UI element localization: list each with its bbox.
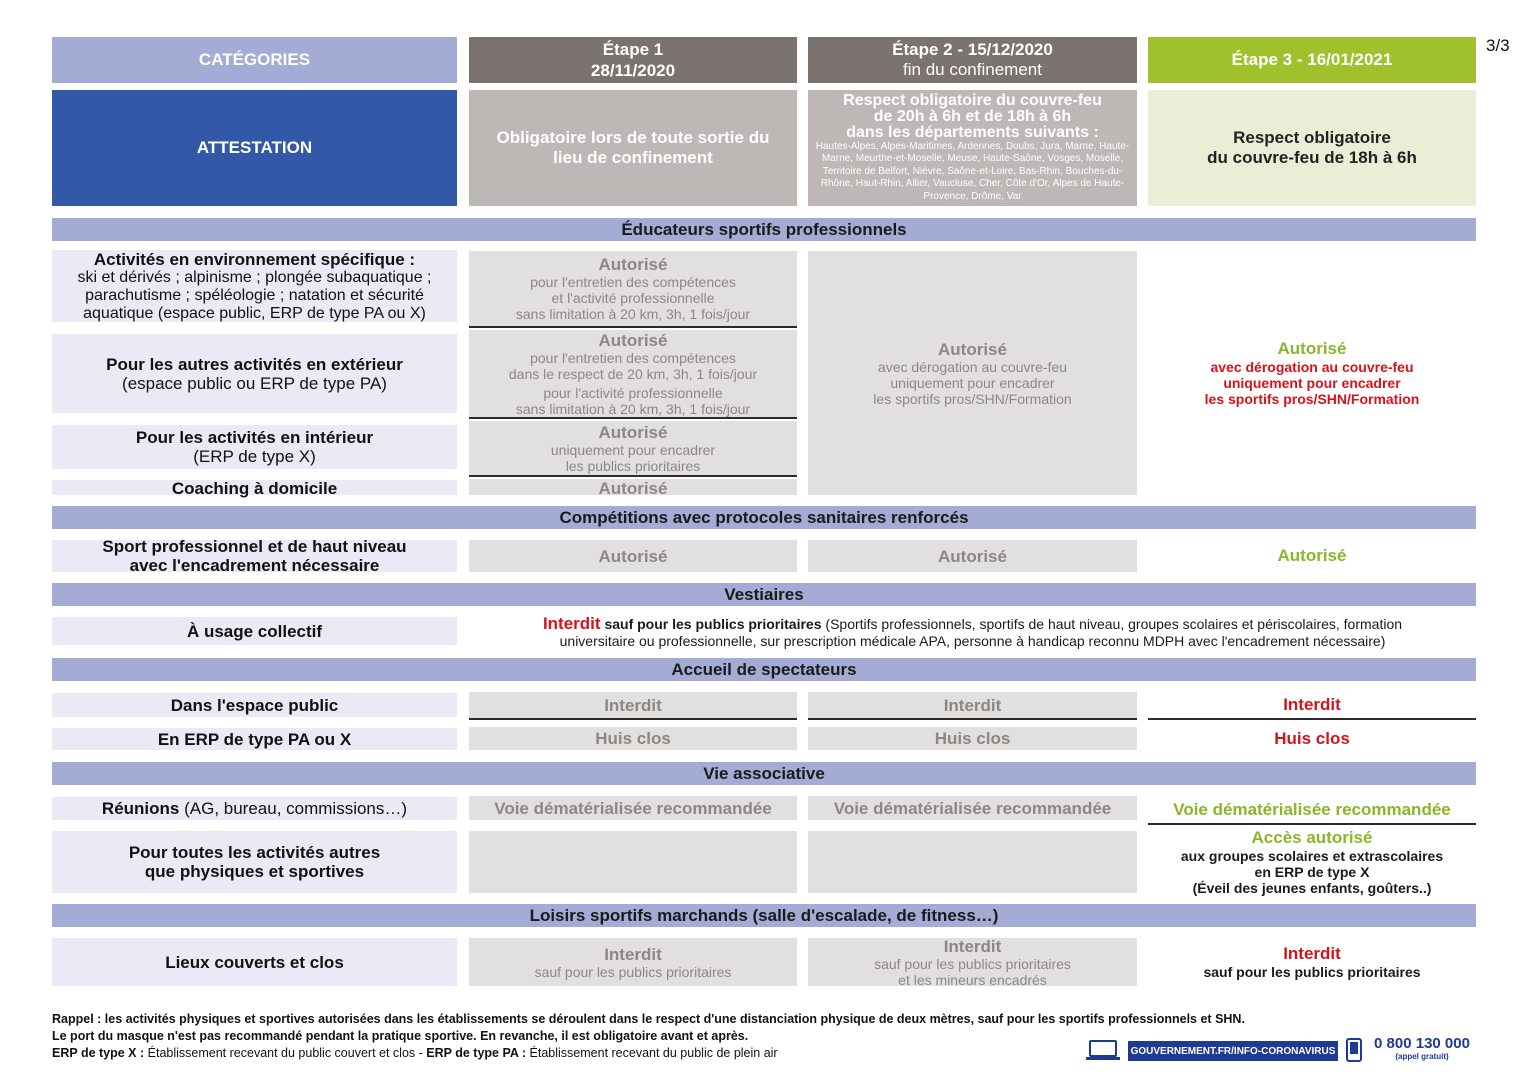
cell-educateurs-etape3-l3: les sportifs pros/SHN/Formation [1204,391,1420,407]
section-competitions [52,506,1476,529]
footer-notes [52,1011,1312,1062]
cell-activites-autres-etape3-title: Accès autorisé [1251,828,1373,847]
label-sport-professionnel [52,537,457,575]
phone-number-text: 0 800 130 000 [1374,1035,1470,1052]
header-etape3 [1148,37,1476,83]
cell-environnement-etape1-l1: pour l'entretien des compétences [530,274,736,290]
cell-loisirs-etape3-l1: sauf pour les publics prioritaires [1203,964,1421,980]
cell-espace-public-etape3-text: Interdit [1283,695,1341,714]
label-sport-pro-l1: Sport professionnel et de haut niveau [102,537,407,556]
label-activites-interieur [52,425,457,469]
label-coaching-bold: Coaching à domicile [171,479,338,498]
footer-rappel [52,1011,1312,1028]
footer-rappel-text: les activités physiques et sportives autorisées dans les établissements se déroulent dans le respect d'une distanciation physique de deux mètres, sauf pour les sportifs professionnels et SHN. [101,1012,1245,1026]
vestiaires-detail-l1: (Sportifs professionnels, sportifs de haut niveau, groupes scolaires et périscolaires, formation [825,615,1403,632]
header-etape1-date: 28/11/2020 [590,61,676,80]
cell-coaching-etape1-title: Autorisé [598,478,668,498]
label-interieur-l1: (ERP de type X) [193,447,316,466]
section-educateurs-title: Éducateurs sportifs professionnels [621,219,907,239]
cell-educateurs-etape2-title: Autorisé [938,339,1007,359]
section-educateurs [52,218,1476,241]
cell-activites-autres-etape2 [808,831,1137,893]
cell-competitions-etape2 [808,540,1137,572]
label-environnement-l1: ski et dérivés ; alpinisme ; plongée subaquatique ; [77,268,432,286]
cell-loisirs-etape1 [469,938,797,986]
label-erp-pa-x-text: En ERP de type PA ou X [157,729,352,749]
cell-competitions-etape3 [1148,540,1476,572]
footer-erpx-text: Établissement recevant du public couvert et clos - [144,1046,427,1060]
footer-rappel-bold: Rappel : [52,1012,102,1026]
vestiaires-detail-l2: universitaire ou professionnelle, sur prescription médicale APA, personne à handicap reconnu MDPH avec l'encadrement nécessaire) [559,632,1386,649]
cell-environnement-etape1-l2: et l'activité professionnelle [551,290,715,306]
label-sport-pro-l2: avec l'encadrement nécessaire [129,556,380,575]
label-espace-public-text: Dans l'espace public [170,695,339,715]
label-usage-collectif [52,617,457,645]
cell-competitions-etape2-text: Autorisé [938,546,1007,566]
cell-reunions-etape2-text: Voie dématérialisée recommandée [833,798,1112,818]
cell-erp-etape2 [808,727,1137,750]
label-activites-autres-l1: Pour toutes les activités autres [128,843,381,862]
cell-activites-autres-etape3-l2: en ERP de type X [1254,864,1370,880]
attestation-label [52,90,457,206]
attestation-etape2-line1: Respect obligatoire du couvre-feu [843,91,1102,109]
cell-environnement-etape1-title: Autorisé [598,255,668,274]
section-vie-associative [52,762,1476,785]
cell-espace-public-etape1 [469,692,797,720]
cell-espace-public-etape3 [1148,692,1476,720]
cell-interieur-etape1-l2: les publics prioritaires [565,457,701,474]
cell-reunions-etape1 [469,796,797,820]
cell-espace-public-etape2 [808,692,1137,720]
cell-educateurs-etape2 [808,251,1137,495]
page-number: 3/3 [1486,36,1510,55]
cell-educateurs-etape3 [1148,251,1476,495]
cell-exterieur-etape1-l3: pour l'activité professionnelle [543,384,723,401]
cell-loisirs-etape1-l1: sauf pour les publics prioritaires [534,963,732,980]
section-loisirs [52,904,1476,927]
cell-exterieur-etape1-title: Autorisé [598,330,668,350]
footer-erppa-bold: ERP de type PA : [426,1046,527,1060]
cell-loisirs-etape3 [1148,938,1476,986]
attestation-etape3 [1148,90,1476,206]
cell-loisirs-etape2-l2: et les mineurs encadrés [898,971,1047,988]
header-etape1 [469,37,797,83]
label-activites-autres-l2: que physiques et sportives [144,862,365,881]
label-espace-public [52,693,457,717]
label-environnement-l2: parachutisme ; spéléologie ; natation et sécurité [85,286,424,304]
attestation-etape2 [808,90,1137,206]
footer-erppa-text: Établissement recevant du public de plein air [526,1046,778,1060]
header-etape2-subtitle: fin du confinement [903,60,1042,79]
cell-environnement-etape1-l3: sans limitation à 20 km, 3h, 1 fois/jour [515,306,751,322]
label-reunions [52,797,457,820]
vestiaires-interdit: Interdit [542,613,601,633]
computer-icon [1085,1040,1121,1062]
phone-number[interactable] [1366,1036,1478,1061]
cell-loisirs-etape3-title: Interdit [1283,944,1341,963]
attestation-etape2-line2: de 20h à 6h et de 18h à 6h [873,107,1072,125]
label-environnement-specifique [52,250,457,322]
phone-note: (appel gratuit) [1395,1052,1449,1061]
cell-reunions-etape2 [808,796,1137,820]
cell-educateurs-etape3-title: Autorisé [1277,339,1347,358]
section-spectateurs [52,658,1476,681]
label-reunions-line [102,799,407,818]
label-activites-autres [52,831,457,893]
cell-exterieur-etape1 [469,330,797,419]
cell-interieur-etape1 [469,421,797,477]
cell-exterieur-etape1-l2: dans le respect de 20 km, 3h, 1 fois/jour [508,365,758,382]
cell-reunions-etape1-text: Voie dématérialisée recommandée [494,798,772,818]
label-reunions-bold: Réunions [101,799,180,818]
cell-activites-autres-etape3-l3: (Éveil des jeunes enfants, goûters..) [1192,880,1432,896]
attestation-etape2-departments: Hautes-Alpes, Alpes-Maritimes, Ardennes, Doubs, Jura, Marne, Haute-Marne, Meurthe-et-Moselle, Meuse, Haute-Saône, Vosges, Moselle, Territoire de Belfort, Nièvre, Saône-et-Loire, Bas-Rhin, Bouches-du-Rhône, Haut-Rhin, Allier, Vaucluse, Cher, Côte d'Or, Alpes de Haute-Provence, Drôme, Var [815,140,1130,202]
cell-competitions-etape3-text: Autorisé [1277,546,1347,565]
cell-educateurs-etape2-l1: avec dérogation au couvre-feu [877,358,1068,375]
attestation-etape3-line1: Respect obligatoire [1233,128,1391,147]
header-etape2-title: Étape 2 - 15/12/2020 [892,40,1053,59]
cell-interieur-etape1-l1: uniquement pour encadrer [550,441,716,458]
attestation-etape1 [469,90,797,206]
section-vie-associative-title: Vie associative [703,763,825,783]
label-coaching-domicile [52,479,457,498]
header-etape2 [808,37,1137,83]
cell-erp-etape3-text: Huis clos [1274,728,1350,748]
cell-loisirs-etape1-title: Interdit [604,944,662,964]
cell-reunions-etape3 [1148,796,1476,825]
cell-loisirs-etape2-l1: sauf pour les publics prioritaires [874,955,1071,972]
label-exterieur-l1: (espace public ou ERP de type PA) [122,373,387,393]
cell-espace-public-etape1-text: Interdit [604,695,662,715]
attestation-label-text: ATTESTATION [196,138,313,157]
cell-activites-autres-etape3 [1148,827,1476,897]
header-categories-label: CATÉGORIES [198,50,311,69]
cell-vestiaires-detail [469,614,1476,650]
cell-environnement-etape1 [469,251,797,328]
label-usage-collectif-text: À usage collectif [186,621,323,641]
label-lieux-couverts-text: Lieux couverts et clos [165,952,344,972]
cell-exterieur-etape1-l1: pour l'entretien des compétences [530,349,736,366]
site-link-text: GOUVERNEMENT.FR/INFO-CORONAVIRUS [1130,1045,1336,1057]
cell-loisirs-etape2 [808,938,1137,986]
cell-interieur-etape1-title: Autorisé [598,422,668,442]
cell-reunions-etape3-text: Voie dématérialisée recommandée [1173,799,1451,819]
attestation-etape2-line3: dans les départements suivants : [846,123,1099,141]
label-environnement-bold: Activités en environnement spécifique : [93,249,416,269]
label-erp-pa-x [52,728,457,750]
site-link[interactable] [1128,1041,1338,1061]
cell-erp-etape1 [469,727,797,750]
cell-erp-etape1-text: Huis clos [595,729,671,748]
header-categories [52,37,457,83]
label-activites-exterieur [52,334,457,413]
section-competitions-title: Compétitions avec protocoles sanitaires renforcés [559,507,969,527]
cell-loisirs-etape2-title: Interdit [943,936,1002,956]
cell-erp-etape3 [1148,727,1476,750]
cell-activites-autres-etape1 [469,831,797,893]
label-lieux-couverts [52,938,457,986]
cell-coaching-etape1 [469,478,797,498]
cell-competitions-etape1-text: Autorisé [598,546,668,566]
section-spectateurs-title: Accueil de spectateurs [671,659,857,679]
label-exterieur-bold: Pour les autres activités en extérieur [106,354,403,374]
cell-educateurs-etape3-l1: avec dérogation au couvre-feu [1210,359,1414,375]
footer-erp [52,1045,1312,1062]
attestation-etape3-line2: du couvre-feu de 18h à 6h [1207,148,1417,167]
footer-masque: Le port du masque n'est pas recommandé pendant la pratique sportive. En revanche, il est obligatoire avant et après. [52,1029,749,1043]
label-interieur-bold: Pour les activités en intérieur [135,428,374,447]
cell-activites-autres-etape3-l1: aux groupes scolaires et extrascolaires [1180,848,1444,864]
cell-educateurs-etape3-l2: uniquement pour encadrer [1223,375,1401,391]
section-loisirs-title: Loisirs sportifs marchands (salle d'escalade, de fitness…) [529,905,999,925]
cell-espace-public-etape2-text: Interdit [943,695,1002,715]
cell-erp-etape2-text: Huis clos [934,729,1011,748]
header-etape3-title: Étape 3 - 16/01/2021 [1231,50,1393,69]
label-reunions-rest: (AG, bureau, commissions…) [179,799,408,818]
vestiaires-line1 [543,615,1402,633]
vestiaires-sauf: sauf pour les publics prioritaires [604,615,822,632]
section-vestiaires [52,583,1476,606]
attestation-etape1-text: Obligatoire lors de toute sortie du lieu de confinement [496,128,770,167]
cell-educateurs-etape2-l2: uniquement pour encadrer [890,374,1055,391]
cell-exterieur-etape1-l4: sans limitation à 20 km, 3h, 1 fois/jour [515,400,751,417]
cell-competitions-etape1 [469,540,797,572]
section-vestiaires-title: Vestiaires [724,584,804,604]
label-environnement-l3: aquatique (espace public, ERP de type PA ou X) [83,304,426,322]
phone-icon [1346,1038,1362,1062]
header-etape1-title: Étape 1 [602,40,664,59]
cell-educateurs-etape2-l3: les sportifs pros/SHN/Formation [873,390,1072,407]
footer-erpx-bold: ERP de type X : [52,1046,145,1060]
